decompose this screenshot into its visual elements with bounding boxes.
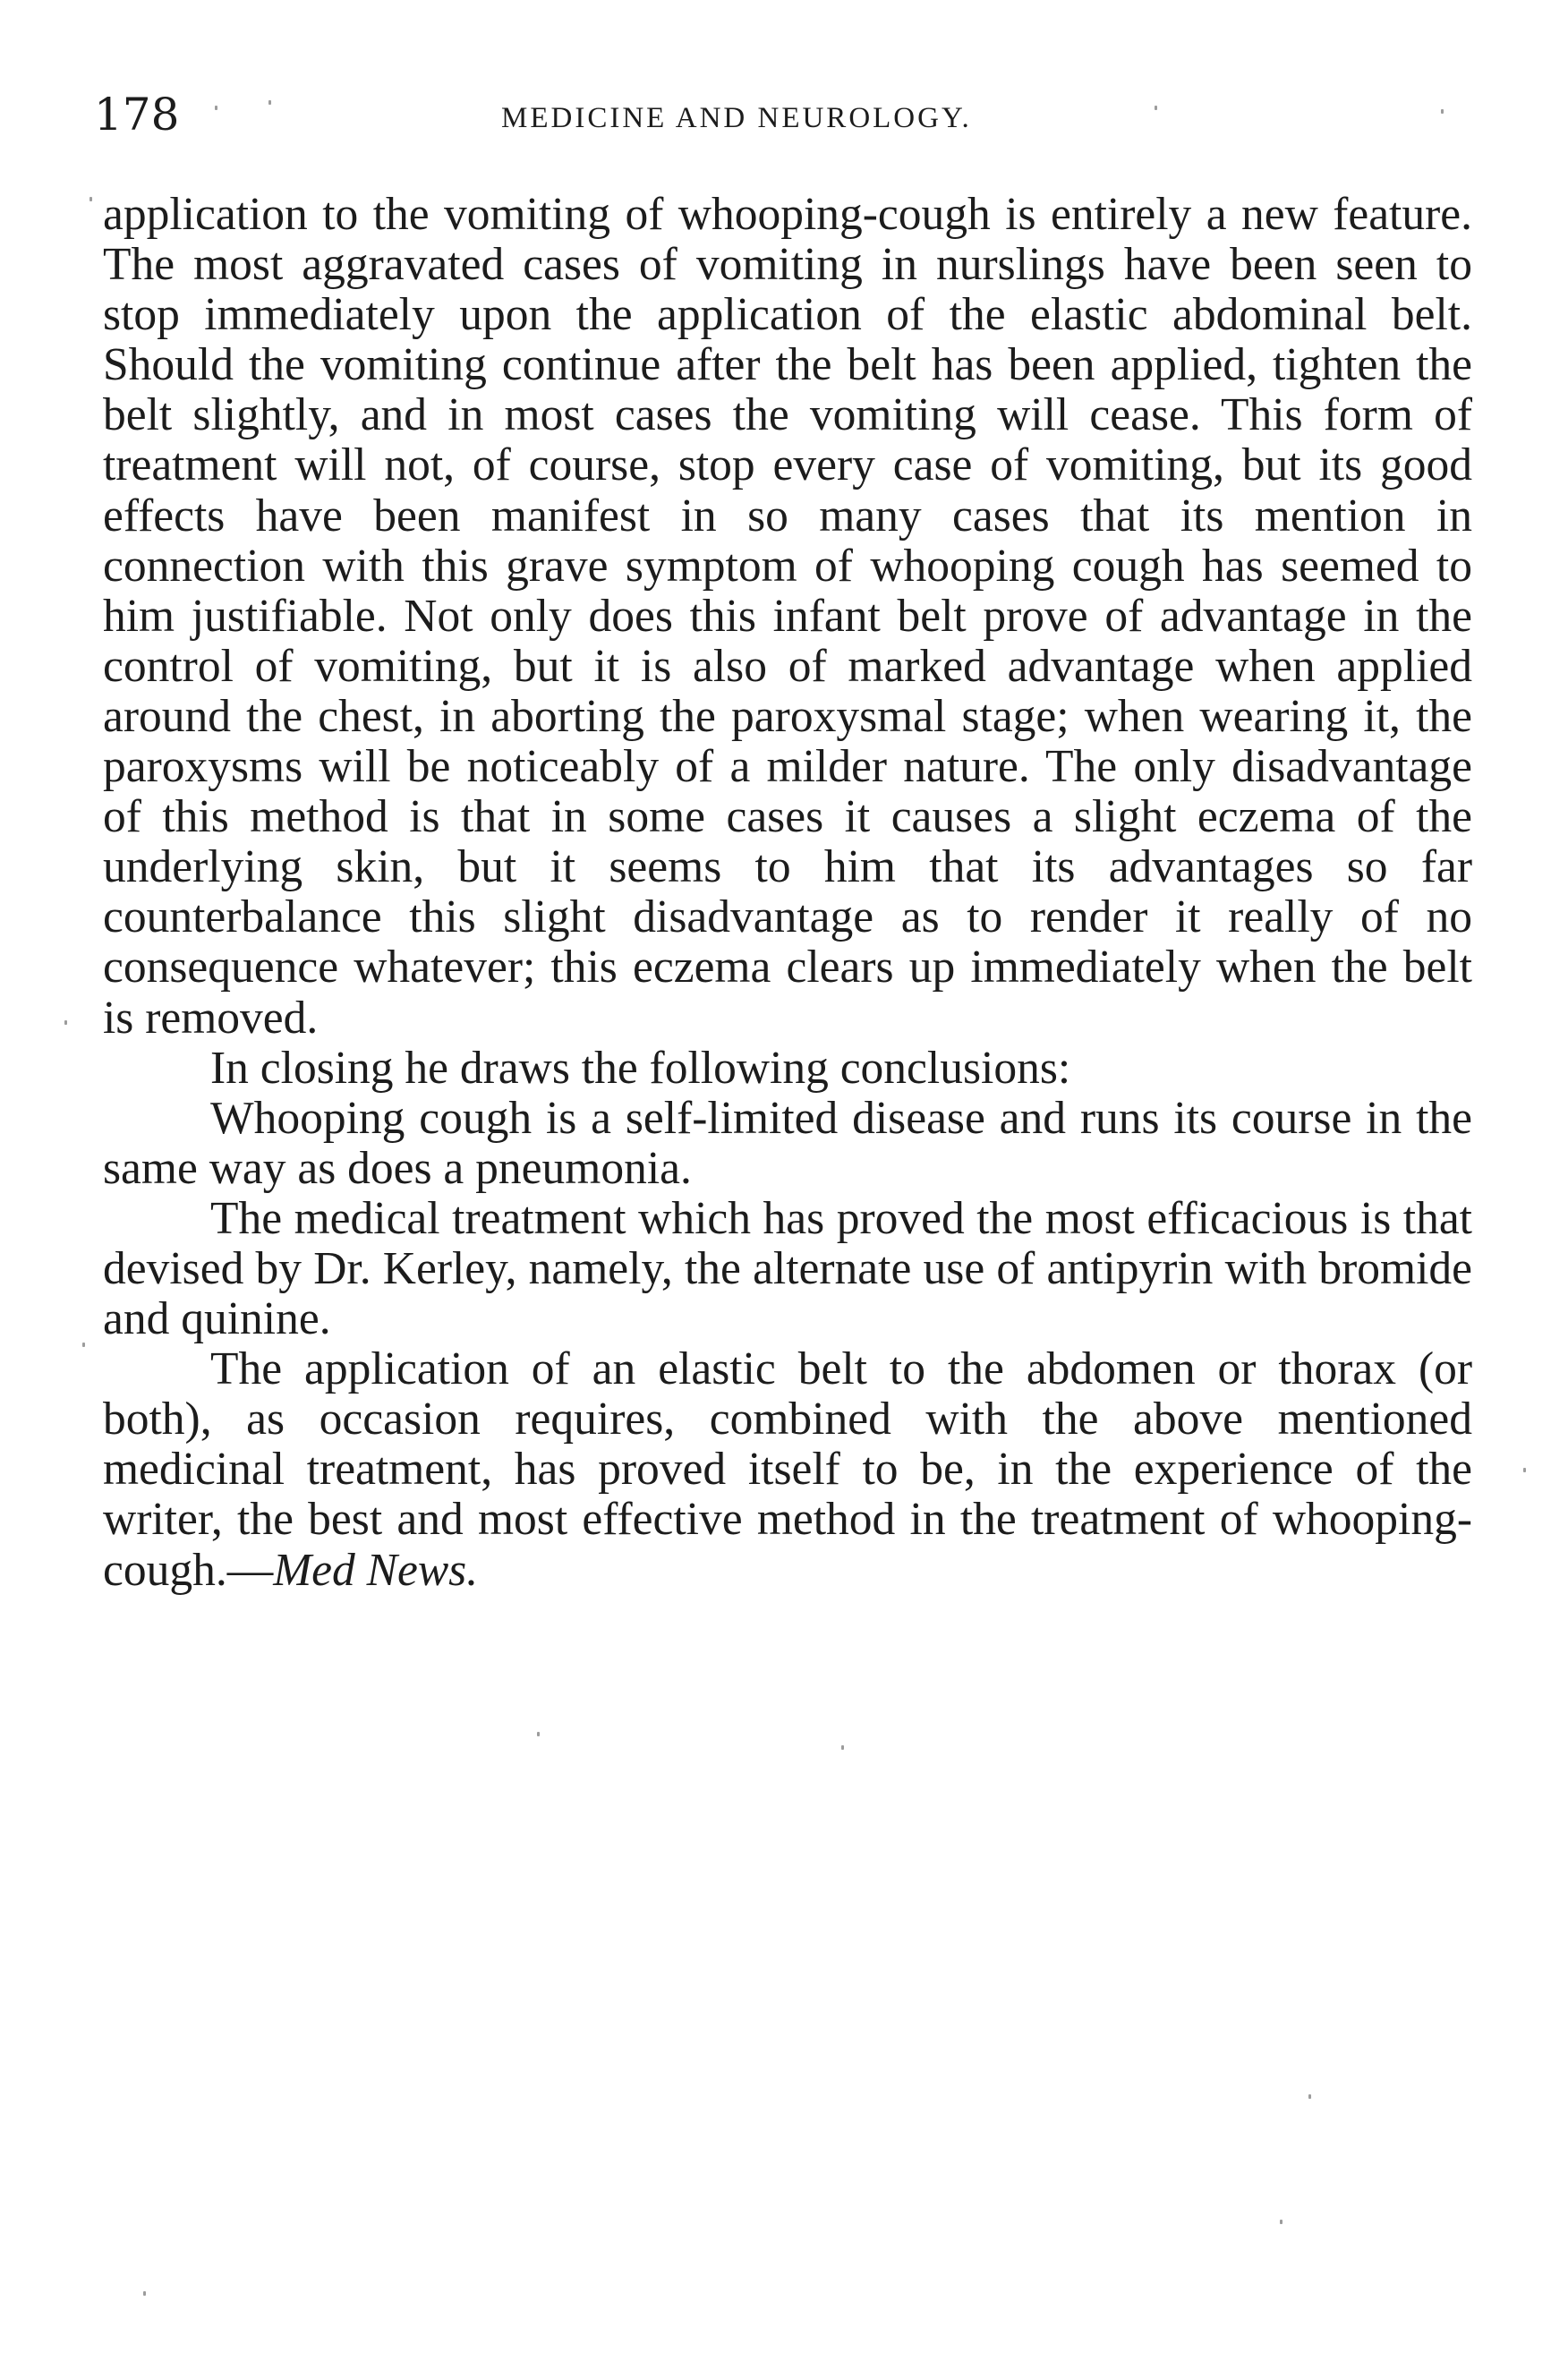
conclusion-3-text: The application of an elastic belt to the abdomen or thorax (or both), as occasion requires, combined with the above mentioned medicinal treatment, has proved itself to be, in the experience of the writer, the best and most effective method in the treatment of whooping-cough.— xyxy=(103,1343,1472,1596)
scan-speck xyxy=(64,1020,67,1025)
paragraph-conclusion-3 xyxy=(103,1344,1472,1595)
scan-speck xyxy=(1441,109,1444,114)
scan-speck xyxy=(82,1343,85,1347)
scan-speck xyxy=(268,100,271,105)
scan-speck xyxy=(841,1745,844,1750)
paragraph-continuation: application to the vomiting of whooping-cough is entirely a new feature. The most aggravated cases of vomiting in nurslings have been seen to stop immediately upon the application of the elastic abdominal belt. Should the vomiting continue after the belt has been applied, tighten the belt slightly, and in most cases the vomiting will cease. This form of treatment will not, of course, stop every case of vomiting, but its good effects have been manifest in so many cases that its mention in connection with this grave symptom of whooping cough has seemed to him justifiable. Not only does this infant belt prove of advantage in the control of vomiting, but it is also of marked advantage when applied around the chest, in aborting the paroxysmal stage; when wearing it, the paroxysms will be noticeably of a milder nature. The only disadvantage of this method is that in some cases it causes a slight eczema of the underlying skin, but it seems to him that its advantages so far counterbalance this slight disadvantage as to render it really of no consequence whatever; this eczema clears up immediately when the belt is removed. xyxy=(103,189,1472,1044)
running-title: MEDICINE AND NEUROLOGY. xyxy=(501,102,972,134)
source-citation: Med News. xyxy=(273,1544,479,1596)
scan-speck xyxy=(215,106,217,110)
scan-speck xyxy=(1523,1468,1526,1472)
scan-speck xyxy=(1308,2094,1311,2099)
paragraph-conclusion-2: The medical treatment which has proved the most efficacious is that devised by Dr. Kerley, namely, the alternate use of antipyrin with bromide and quinine. xyxy=(103,1192,1472,1345)
paragraph-conclusions-intro: In closing he draws the following conclusions: xyxy=(210,1042,1071,1094)
article-body xyxy=(103,190,1472,1596)
running-header xyxy=(94,88,1481,141)
scan-speck xyxy=(1155,106,1157,110)
scan-speck xyxy=(537,1732,540,1736)
scan-speck xyxy=(89,197,92,201)
scan-speck xyxy=(1280,2220,1283,2224)
paragraph-conclusion-1: Whooping cough is a self-limited disease and runs its course in the same way as does a pneumonia. xyxy=(103,1092,1472,1194)
page-number: 178 xyxy=(94,89,180,141)
scan-speck xyxy=(143,2291,146,2296)
